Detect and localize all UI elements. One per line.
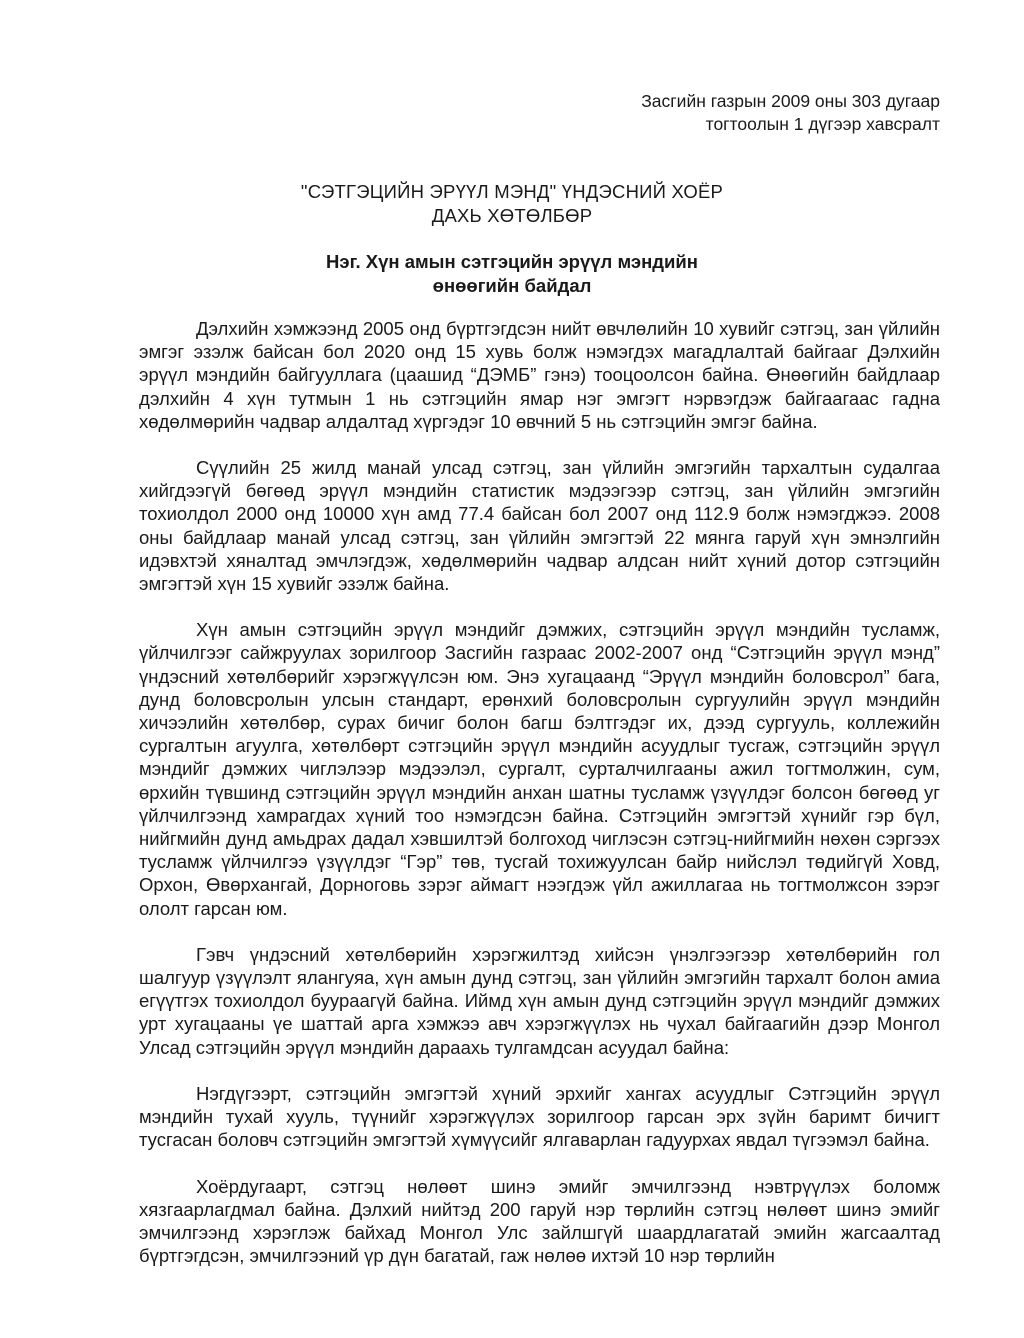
annex-line-2: тогтоолын 1 дүгээр хавсралт: [705, 114, 940, 134]
paragraph-1: Дэлхийн хэмжээнд 2005 онд бүртгэгдсэн нийт өвчлөлийн 10 хувийг сэтгэц, зан үйлийн эмгэг эзэлж байсан бол 2020 онд 15 хувь болж нэмэгдэх магадлалтай байгааг Дэлхийн эрүүл мэндийн байгууллага (цаашид “ДЭМБ” гэнэ) тооцоолсон байна. Өнөөгийн байдлаар дэлхийн 4 хүн тутмын 1 нь сэтгэцийн ямар нэг эмгэгт нэрвэгдэж байгаагаас гадна хөдөлмөрийн чадвар алдалтад хүргэдэг 10 өвчний 5 нь сэтгэцийн эмгэг байна.: [139, 318, 940, 432]
paragraph-4: Гэвч үндэсний хөтөлбөрийн хэрэгжилтэд хийсэн үнэлгээгээр хөтөлбөрийн гол шалгуур үзүүлэлт ялангуяа, хүн амын дунд сэтгэц, зан үйлийн эмгэгийн тархалт болон амиа егүүтгэх тохиолдол буураагүй байна. Иймд хүн амын дунд сэтгэцийн эрүүл мэндийг дэмжих урт хугацааны үе шаттай арга хэмжээ авч хэрэгжүүлэх нь чухал байгаагийн дээр Монгол Улсад сэтгэцийн эрүүл мэндийн дараахь тулгамдсан асуудал байна:: [139, 943, 940, 1058]
paragraph-6: Хоёрдугаарт, сэтгэц нөлөөт шинэ эмийг эмчилгээнд нэвтрүүлэх боломж хязгаарлагдмал байна. Дэлхий нийтэд 200 гаруй нэр төрлийн сэтгэц нөлөөт шинэ эмийг эмчилгээнд хэрэглэж байхад Монгол Улс зайлшгүй шаардлагатай эмийн жагсаалтад бүртгэгдсэн, эмчилгээний үр дүн багатай, гаж нөлөө ихтэй 10 нэр төрлийн: [139, 1175, 940, 1267]
section-line-1: Нэг. Хүн амын сэтгэцийн эрүүл мэндийн: [326, 251, 698, 272]
document-title: [0, 180, 1024, 228]
title-line-2: ДАХЬ ХӨТӨЛБӨР: [431, 205, 593, 226]
annex-line-1: Засгийн газрын 2009 оны 303 дугаар: [641, 91, 940, 111]
title-line-1: "СЭТГЭЦИЙН ЭРҮҮЛ МЭНД" ҮНДЭСНИЙ ХОЁР: [300, 181, 724, 202]
paragraph-5: Нэгдүгээрт, сэтгэцийн эмгэгтэй хүний эрхийг хангах асуудлыг Сэтгэцийн эрүүл мэндийн тухай хууль, түүнийг хэрэгжүүлэх зорилгоор гарсан эрх зүйн баримт бичигт тусгасан боловч сэтгэцийн эмгэгтэй хүмүүсийг ялгаварлан гадуурхах явдал түгээмэл байна.: [139, 1082, 940, 1151]
paragraph-2: Сүүлийн 25 жилд манай улсад сэтгэц, зан үйлийн эмгэгийн тархалтын судалгаа хийгдээгүй бөгөөд эрүүл мэндийн статистик мэдээгээр сэтгэц, зан үйлийн эмгэгийн тохиолдол 2000 онд 10000 хүн амд 77.4 байсан бол 2007 онд 112.9 болж нэмэгджээ. 2008 оны байдлаар манай улсад сэтгэц, зан үйлийн эмгэгтэй 22 мянга гаруй хүн эмнэлгийн идэвхтэй хяналтад эмчлэгдэж, хөдөлмөрийн чадвар алдсан нийт хүний дотор сэтгэцийн эмгэгтэй хүн 15 хувийг эзэлж байна.: [139, 457, 940, 595]
section-heading: [0, 250, 1024, 298]
paragraph-3: Хүн амын сэтгэцийн эрүүл мэндийг дэмжих, сэтгэцийн эрүүл мэндийн тусламж, үйлчилгээг сайжруулах зорилгоор Засгийн газраас 2002-2007 онд “Сэтгэцийн эрүүл мэнд” үндэсний хөтөлбөрийг хэрэгжүүлсэн юм. Энэ хугацаанд “Эрүүл мэндийн боловсрол” бага, дунд боловсролын улсын стандарт, ерөнхий боловсролын сургуулийн эрүүл мэндийн хичээлийн хөтөлбөр, сурах бичиг болон багш бэлтгэдэг их, дээд сургууль, коллежийн сургалтын агуулга, хөтөлбөрт сэтгэцийн эрүүл мэндийн асуудлыг тусгаж, сэтгэцийн эрүүл мэндийг дэмжих чиглэлээр мэдээлэл, сургалт, сурталчилгааны ажил тогтмолжин, сум, өрхийн түвшинд сэтгэцийн эрүүл мэндийн анхан шатны тусламж үзүүлдэг болсон бөгөөд уг үйлчилгээнд хамрагдах хүний тоо нэмэгдсэн байна. Сэтгэцийн эмгэгтэй хүнийг гэр бүл, нийгмийн дунд амьдрах дадал хэвшилтэй болгоход чиглэсэн сэтгэц-нийгмийн нөхөн сэргээх тусламж үйлчилгээ үзүүлдэг “Гэр” төв, тусгай тохижуулсан байр нийслэл төдийгүй Ховд, Орхон, Өвөрхангай, Дорноговь зэрэг аймагт нээгдэж үйл ажиллагаа нь тогтмолжсон зэрэг ололт гарсан юм.: [139, 619, 940, 919]
annex-reference: [641, 90, 940, 136]
document-body: [139, 317, 940, 1290]
section-line-2: өнөөгийн байдал: [432, 275, 592, 296]
